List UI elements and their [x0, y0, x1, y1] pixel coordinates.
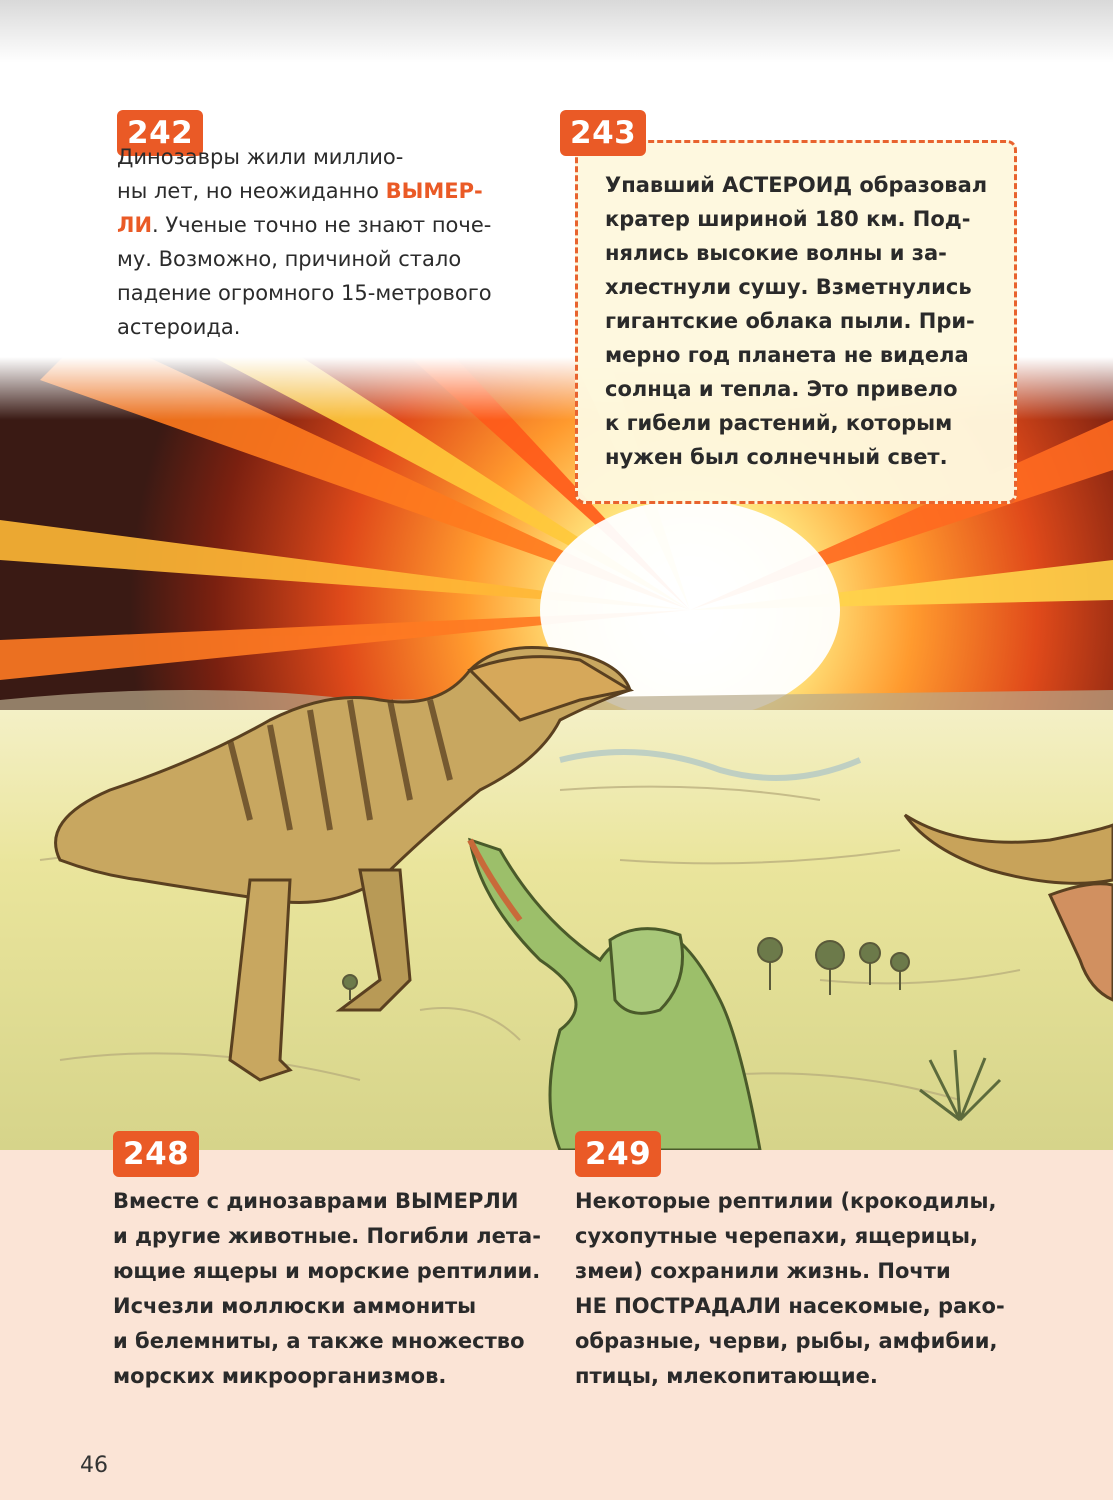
text-segment: . Ученые точно не знают поче-	[152, 213, 492, 237]
text-line: хлестнули сушу. Взметнулись	[605, 275, 972, 299]
text-segment: Динозавры жили миллио-	[117, 145, 404, 169]
block-249-text	[575, 1184, 1005, 1394]
highlighted-term: ВЫМЕР-	[385, 179, 483, 203]
text-line: сухопутные черепахи, ящерицы,	[575, 1224, 978, 1248]
text-line: морских микроорганизмов.	[113, 1364, 447, 1388]
text-line: и другие животные. Погибли лета-	[113, 1224, 541, 1248]
text-line: гигантские облака пыли. При-	[605, 309, 975, 333]
text-line: Вместе с динозаврами ВЫМЕРЛИ	[113, 1189, 519, 1213]
text-line	[117, 208, 492, 242]
block-248-text	[113, 1184, 541, 1394]
text-segment: астероида.	[117, 315, 241, 339]
block-248-number-badge: 248	[113, 1131, 199, 1177]
block-243-text	[605, 168, 987, 474]
text-line: образные, черви, рыбы, амфибии,	[575, 1329, 998, 1353]
text-line: к гибели растений, которым	[605, 411, 953, 435]
text-line	[117, 310, 492, 344]
text-line: Исчезли моллюски аммониты	[113, 1294, 477, 1318]
text-segment: ны лет, но неожиданно	[117, 179, 386, 203]
text-line	[117, 276, 492, 310]
text-line	[117, 174, 492, 208]
text-segment: падение огромного 15-метрового	[117, 281, 492, 305]
block-249-number-badge: 249	[575, 1131, 661, 1177]
text-line: мерно год планета не видела	[605, 343, 969, 367]
text-line: и белемниты, а также множество	[113, 1329, 525, 1353]
text-line: кратер шириной 180 км. Под-	[605, 207, 971, 231]
text-line	[117, 140, 492, 174]
block-242-text	[117, 140, 492, 344]
text-line: нужен был солнечный свет.	[605, 445, 948, 469]
text-line: Упавший АСТЕРОИД образовал	[605, 173, 988, 197]
text-segment: му. Возможно, причиной стало	[117, 247, 462, 271]
text-line: птицы, млекопитающие.	[575, 1364, 878, 1388]
text-line: солнца и тепла. Это привело	[605, 377, 958, 401]
text-line: нялись высокие волны и за-	[605, 241, 947, 265]
page-number: 46	[80, 1453, 108, 1478]
text-line: Некоторые рептилии (крокодилы,	[575, 1189, 997, 1213]
text-line: змеи) сохранили жизнь. Почти	[575, 1259, 951, 1283]
block-242-number-badge: 242	[117, 110, 203, 156]
text-line	[117, 242, 492, 276]
text-line: НЕ ПОСТРАДАЛИ насекомые, рако-	[575, 1294, 1005, 1318]
block-243-number-badge: 243	[560, 110, 646, 156]
highlighted-term: ЛИ	[117, 213, 153, 237]
text-line: ющие ящеры и морские рептилии.	[113, 1259, 541, 1283]
